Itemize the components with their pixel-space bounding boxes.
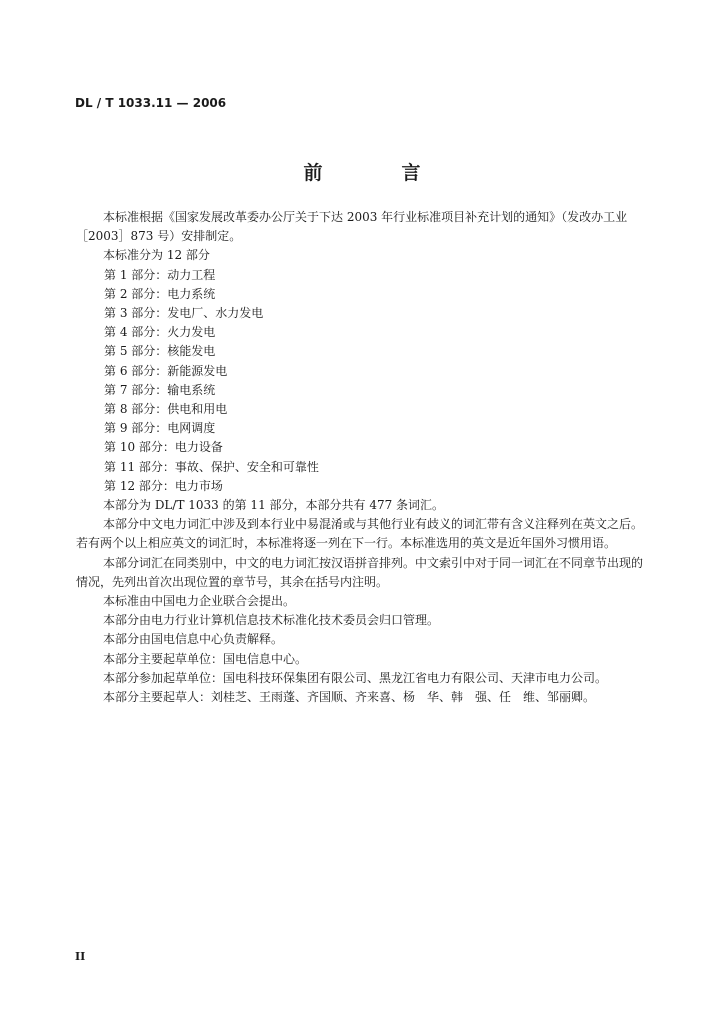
part-list-item: 第 1 部分：动力工程 (104, 267, 216, 282)
part-list-item: 第 5 部分：核能发电 (104, 344, 216, 359)
paragraph-basis: 本标准根据《国家发展改革委办公厅关于下达 2003 年行业标准项目补充计划的通知》（发改办工业［2003］873 号）安排制定。 (76, 210, 628, 244)
part-list-item: 第 8 部分：供电和用电 (104, 402, 228, 417)
paragraph-drafters: 本部分主要起草人：刘桂芝、王雨蓬、齐国顺、齐来喜、杨 华、韩 强、任 维、邹丽卿。 (103, 690, 596, 705)
part-list-item: 第 4 部分：火力发电 (104, 325, 216, 340)
paragraph-index-order: 本部分词汇在同类别中，中文的电力词汇按汉语拼音排列。中文索引中对于同一词汇在不同章节出现的情况，先列出首次出现位置的章节号，其余在括号内注明。 (76, 555, 644, 589)
paragraph-management: 本部分由电力行业计算机信息技术标准化技术委员会归口管理。 (103, 613, 440, 628)
paragraph-parts-intro: 本标准分为 12 部分 (103, 248, 210, 263)
part-list-item: 第 7 部分：输电系统 (104, 382, 216, 397)
part-list-item: 第 3 部分：发电厂、水力发电 (104, 306, 264, 321)
part-list-item: 第 2 部分：电力系统 (104, 286, 216, 301)
part-list-item: 第 9 部分：电网调度 (104, 421, 216, 436)
paragraph-participating-units: 本部分参加起草单位：国电科技环保集团有限公司、黑龙江省电力有限公司、天津市电力公司。 (103, 670, 608, 685)
paragraph-english-notes: 本部分中文电力词汇中涉及到本行业中易混淆或与其他行业有歧义的词汇带有含义注释列在英文之后。若有两个以上相应英文的词汇时，本标准将逐一列在下一行。本标准选用的英文是近年国外习惯用语。 (76, 517, 644, 551)
part-list-item: 第 10 部分：电力设备 (104, 440, 223, 455)
paragraph-proposer: 本标准由中国电力企业联合会提出。 (103, 594, 296, 609)
paragraph-main-drafter-unit: 本部分主要起草单位：国电信息中心。 (103, 651, 308, 666)
document-body (76, 208, 652, 707)
page-number: II (75, 950, 86, 963)
page-title: 前 言 (303, 162, 451, 184)
part-list-item: 第 6 部分：新能源发电 (104, 363, 228, 378)
paragraph-part-scope: 本部分为 DL/T 1033 的第 11 部分，本部分共有 477 条词汇。 (103, 498, 445, 513)
paragraph-interpretation: 本部分由国电信息中心负责解释。 (103, 632, 284, 647)
part-list-item: 第 11 部分：事故、保护、安全和可靠性 (104, 459, 319, 474)
part-list-item: 第 12 部分：电力市场 (104, 478, 223, 493)
standard-code-header: DL / T 1033.11 — 2006 (75, 96, 227, 110)
